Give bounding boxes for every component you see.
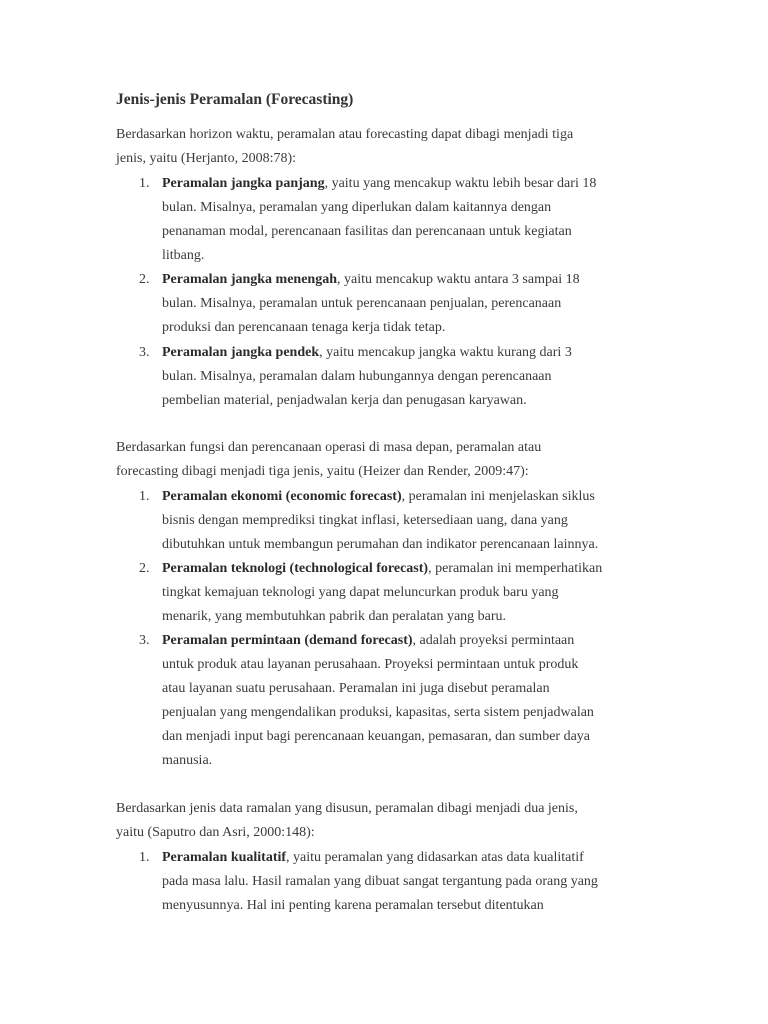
document-title: Jenis-jenis Peramalan (Forecasting) — [116, 91, 354, 108]
list-term: Peramalan jangka pendek — [162, 345, 320, 360]
list-term: Peramalan teknologi (technological forecast) — [162, 561, 429, 576]
list-text: , peramalan ini memperhatikan — [428, 561, 603, 576]
list-number: 3. — [139, 345, 150, 360]
list-text-line: litbang. — [162, 248, 205, 263]
list-number: 1. — [139, 176, 150, 191]
list-text-line: dibutuhkan untuk membangun perumahan dan indikator perencanaan lainnya. — [162, 537, 599, 552]
list-text-line: pembelian material, penjadwalan kerja dan penugasan karyawan. — [162, 393, 527, 408]
list-text: , yaitu mencakup jangka waktu kurang dari 3 — [319, 345, 572, 360]
list-text-line: pada masa lalu. Hasil ramalan yang dibuat sangat tergantung pada orang yang — [162, 874, 598, 889]
list-number: 2. — [139, 272, 150, 287]
list-text-line: atau layanan suatu perusahaan. Peramalan ini juga disebut peramalan — [162, 681, 550, 696]
list-text-line: bulan. Misalnya, peramalan untuk perencanaan penjualan, perencanaan — [162, 296, 562, 311]
list-text: , adalah proyeksi permintaan — [412, 633, 575, 648]
list-text-line: menarik, yang membutuhkan pabrik dan peralatan yang baru. — [162, 609, 507, 624]
list-text-line: tingkat kemajuan teknologi yang dapat meluncurkan produk baru yang — [162, 585, 559, 600]
list-text: , yaitu yang mencakup waktu lebih besar dari 18 — [324, 176, 597, 191]
paragraph-line: Berdasarkan jenis data ramalan yang disusun, peramalan dibagi menjadi dua jenis, — [116, 801, 578, 816]
list-text-line: bulan. Misalnya, peramalan yang diperlukan dalam kaitannya dengan — [162, 200, 552, 215]
list-term: Peramalan kualitatif — [162, 850, 287, 865]
paragraph-line: yaitu (Saputro dan Asri, 2000:148): — [116, 825, 315, 840]
section3-intro — [116, 797, 656, 845]
section1-intro — [116, 123, 656, 171]
list-number: 1. — [139, 850, 150, 865]
list-text-line: bisnis dengan memprediksi tingkat inflasi, ketersediaan uang, dana yang — [162, 513, 568, 528]
paragraph-line: forecasting dibagi menjadi tiga jenis, yaitu (Heizer dan Render, 2009:47): — [116, 464, 529, 479]
list-number: 2. — [139, 561, 150, 576]
list-text-line: produksi dan perencanaan tenaga kerja tidak tetap. — [162, 320, 446, 335]
list-text-line: penjualan yang mengendalikan produksi, kapasitas, serta sistem penjadwalan — [162, 705, 594, 720]
section2-intro — [116, 436, 656, 484]
list-text-line: bulan. Misalnya, peramalan dalam hubungannya dengan perencanaan — [162, 369, 552, 384]
list-number: 3. — [139, 633, 150, 648]
list-number: 1. — [139, 489, 150, 504]
list-term: Peramalan ekonomi (economic forecast) — [162, 489, 402, 504]
list-term: Peramalan jangka menengah — [162, 272, 337, 287]
list-text: , yaitu mencakup waktu antara 3 sampai 18 — [337, 272, 580, 287]
list-text-line: penanaman modal, perencanaan fasilitas dan perencanaan untuk kegiatan — [162, 224, 572, 239]
list-text-line: dan menjadi input bagi perencanaan keuangan, pemasaran, dan sumber daya — [162, 729, 590, 744]
list-term: Peramalan permintaan (demand forecast) — [162, 633, 413, 648]
list-text-line: manusia. — [162, 753, 213, 768]
list-text-line: untuk produk atau layanan perusahaan. Proyeksi permintaan untuk produk — [162, 657, 579, 672]
list-text-line: menyusunnya. Hal ini penting karena peramalan tersebut ditentukan — [162, 898, 544, 913]
list-text: , yaitu peramalan yang didasarkan atas data kualitatif — [286, 850, 584, 865]
paragraph-line: Berdasarkan fungsi dan perencanaan operasi di masa depan, peramalan atau — [116, 440, 542, 455]
paragraph-line: Berdasarkan horizon waktu, peramalan atau forecasting dapat dibagi menjadi tiga — [116, 127, 574, 142]
paragraph-line: jenis, yaitu (Herjanto, 2008:78): — [116, 151, 297, 166]
list-text: , peramalan ini menjelaskan siklus — [401, 489, 595, 504]
list-term: Peramalan jangka panjang — [162, 176, 325, 191]
